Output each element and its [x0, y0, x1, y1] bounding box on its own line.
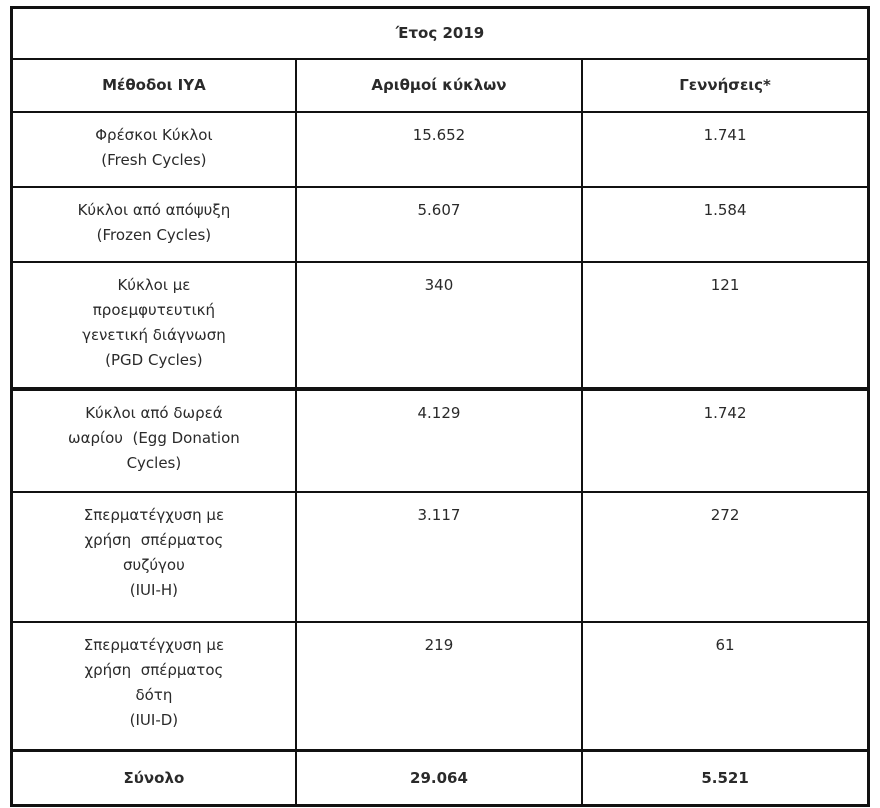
method-line: (IUI-D) [129, 711, 179, 729]
births-cell: 1.741 [582, 112, 868, 187]
table-row-pgd-cycles [12, 262, 869, 389]
cycles-cell: 4.129 [296, 389, 582, 492]
cycles-cell: 3.117 [296, 492, 582, 622]
method-line: χρήση σπέρματος [84, 661, 224, 679]
table-row-total [12, 751, 869, 806]
method-line: Σπερματέγχυση με [83, 506, 225, 524]
method-cell [12, 622, 296, 751]
cycles-cell: 219 [296, 622, 582, 751]
method-line: Κύκλοι από απόψυξη [77, 201, 231, 219]
header-births: Γεννήσεις* [582, 59, 868, 112]
table-row-egg-donation-cycles [12, 389, 869, 492]
births-cell: 1.584 [582, 187, 868, 262]
method-line: ωαρίου (Egg Donation [68, 429, 240, 447]
method-line: Φρέσκοι Κύκλοι [95, 126, 213, 144]
column-header-row [12, 59, 869, 112]
method-line: χρήση σπέρματος [84, 531, 224, 549]
cycles-cell: 5.607 [296, 187, 582, 262]
total-births: 5.521 [582, 751, 868, 806]
method-line: Κύκλοι από δωρεά [85, 404, 223, 422]
table-row-fresh-cycles [12, 112, 869, 187]
method-line: (Frozen Cycles) [96, 226, 212, 244]
table-row-iui-h [12, 492, 869, 622]
method-line: (PGD Cycles) [105, 351, 203, 369]
method-cell [12, 112, 296, 187]
method-line: (IUI-H) [129, 581, 179, 599]
cycles-cell: 15.652 [296, 112, 582, 187]
method-line: γενετική διάγνωση [82, 326, 226, 344]
births-cell: 1.742 [582, 389, 868, 492]
births-cell: 61 [582, 622, 868, 751]
ivf-statistics-table [10, 6, 870, 807]
births-cell: 121 [582, 262, 868, 389]
method-cell [12, 187, 296, 262]
method-line: προεμφυτευτική [92, 301, 216, 319]
method-line: (Fresh Cycles) [101, 151, 207, 169]
cycles-cell: 340 [296, 262, 582, 389]
method-cell [12, 262, 296, 389]
method-line: Cycles) [126, 454, 182, 472]
births-cell: 272 [582, 492, 868, 622]
table-row-frozen-cycles [12, 187, 869, 262]
total-label: Σύνολο [12, 751, 296, 806]
header-method: Μέθοδοι ΙΥΑ [12, 59, 296, 112]
method-line: Σπερματέγχυση με [83, 636, 225, 654]
year-label: Έτος 2019 [12, 8, 869, 60]
method-cell [12, 492, 296, 622]
method-line: Κύκλοι με [117, 276, 191, 294]
year-header-row [12, 8, 869, 60]
method-cell [12, 389, 296, 492]
ivf-statistics-table-container [10, 6, 870, 807]
header-cycles: Αριθμοί κύκλων [296, 59, 582, 112]
method-line: δότη [135, 686, 173, 704]
table-row-iui-d [12, 622, 869, 751]
method-line: συζύγου [123, 556, 185, 574]
total-cycles: 29.064 [296, 751, 582, 806]
